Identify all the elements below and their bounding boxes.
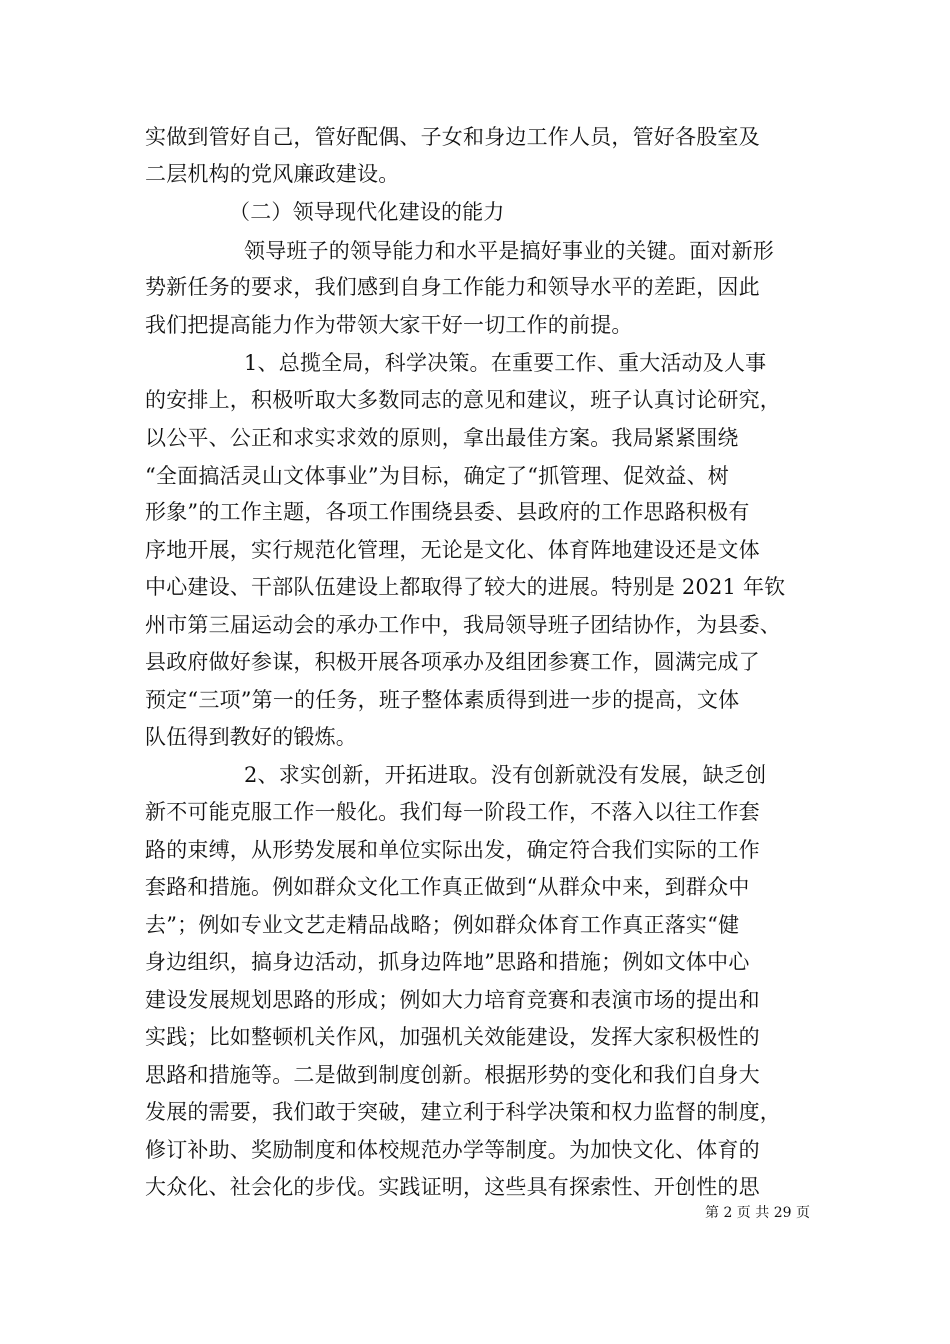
text-line: 大众化、社会化的步伐。实践证明，这些具有探索性、开创性的思 — [145, 1175, 760, 1199]
page-number: 第 2 页 共 29 页 — [705, 1205, 810, 1221]
text-line: 2、求实创新，开拓进取。没有创新就没有发展，缺乏创 — [244, 763, 767, 787]
text-line: 新不可能克服工作一般化。我们每一阶段工作，不落入以往工作套 — [145, 800, 760, 824]
text-line: 思路和措施等。二是做到制度创新。根据形势的变化和我们自身大 — [145, 1063, 760, 1087]
text-line: 发展的需要，我们敢于突破，建立利于科学决策和权力监督的制度， — [145, 1100, 781, 1124]
text-line: 形象”的工作主题，各项工作围绕县委、县政府的工作思路积极有 — [145, 500, 750, 524]
text-line: 县政府做好参谋，积极开展各项承办及组团参赛工作，圆满完成了 — [145, 650, 760, 674]
text-line: “全面搞活灵山文体事业”为目标，确定了“抓管理、促效益、树 — [145, 464, 730, 488]
text-line: 州市第三届运动会的承办工作中，我局领导班子团结协作，为县委、 — [145, 613, 781, 637]
text-line: 建设发展规划思路的形成；例如大力培育竞赛和表演市场的提出和 — [145, 988, 760, 1012]
text-line: 套路和措施。例如群众文化工作真正做到“从群众中来，到群众中 — [145, 875, 750, 899]
text-line: 预定“三项”第一的任务，班子整体素质得到进一步的提高，文体 — [145, 688, 740, 712]
text-line: 的安排上，积极听取大多数同志的意见和建议，班子认真讨论研究， — [145, 388, 781, 412]
text-line: 实做到管好自己，管好配偶、子女和身边工作人员，管好各股室及 — [145, 125, 760, 149]
text-line: 身边组织，搞身边活动，抓身边阵地”思路和措施；例如文体中心 — [145, 950, 750, 974]
text-line: 中心建设、干部队伍建设上都取得了较大的进展。特别是 2021 年钦 — [145, 575, 786, 599]
text-line: 领导班子的领导能力和水平是搞好事业的关键。面对新形 — [244, 239, 774, 263]
text-line: 路的束缚，从形势发展和单位实际出发，确定符合我们实际的工作 — [145, 838, 760, 862]
text-line: 二层机构的党风廉政建设。 — [145, 162, 400, 186]
text-line: 去”；例如专业文艺走精品战略；例如群众体育工作真正落实“健 — [145, 913, 740, 937]
text-line: 队伍得到教好的锻炼。 — [145, 725, 357, 749]
text-line: 实践；比如整顿机关作风，加强机关效能建设，发挥大家积极性的 — [145, 1025, 760, 1049]
text-line: 我们把提高能力作为带领大家干好一切工作的前提。 — [145, 313, 633, 337]
text-line: 1、总揽全局，科学决策。在重要工作、重大活动及人事 — [244, 351, 767, 375]
text-line: 序地开展，实行规范化管理，无论是文化、体育阵地建设还是文体 — [145, 538, 760, 562]
text-line: 修订补助、奖励制度和体校规范办学等制度。为加快文化、体育的 — [145, 1138, 760, 1162]
section-heading: （二）领导现代化建设的能力 — [229, 200, 505, 224]
text-line: 以公平、公正和求实求效的原则，拿出最佳方案。我局紧紧围绕 — [145, 426, 739, 450]
text-line: 势新任务的要求，我们感到自身工作能力和领导水平的差距，因此 — [145, 275, 760, 299]
